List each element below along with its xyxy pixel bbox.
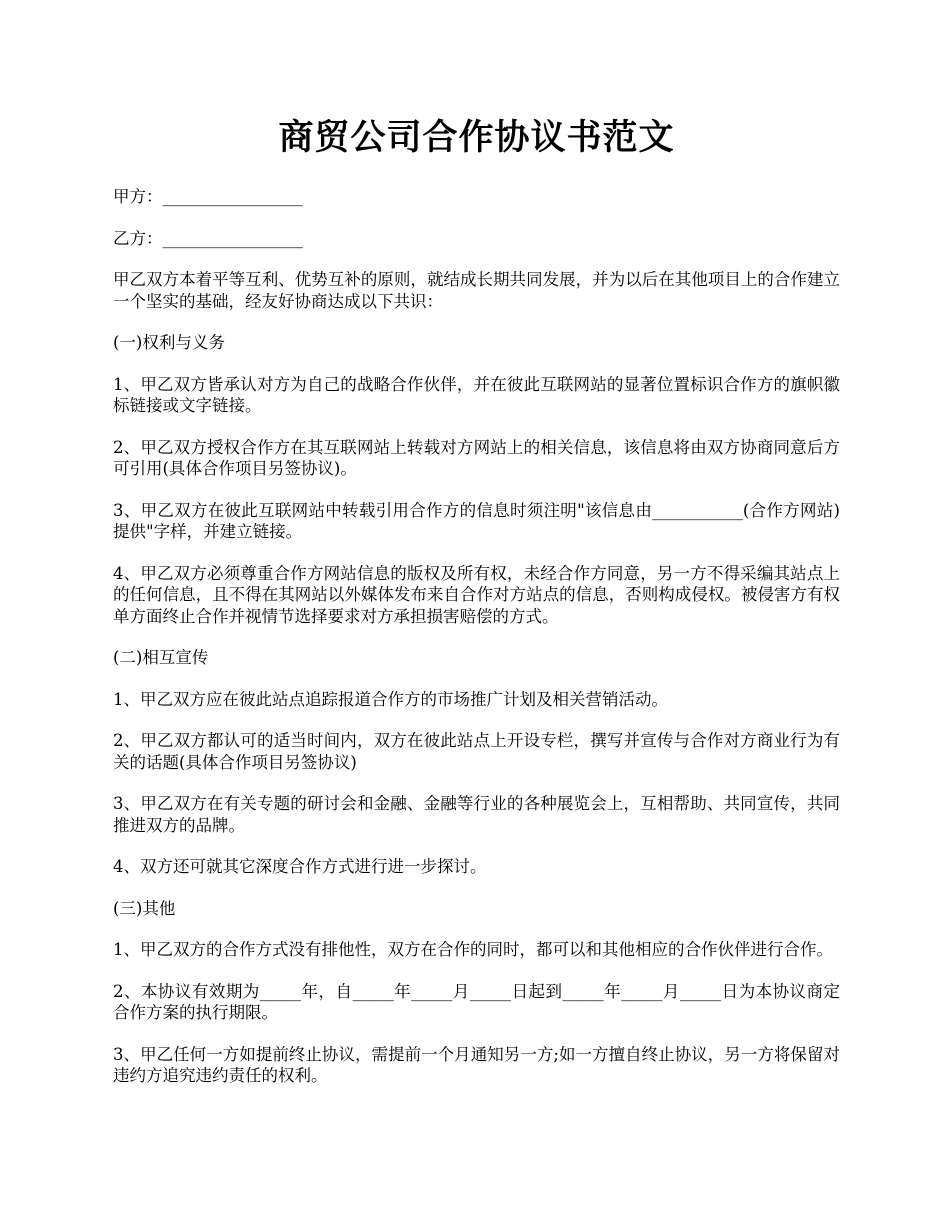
clause-paragraph: 4、甲乙双方必须尊重合作方网站信息的版权及所有权，未经合作方同意，另一方不得采编其站点上的任何信息，且不得在其网站以外媒体发布来自合作对方站点的信息，否则构成侵权。被侵害方有权单方面终止合作并视情节选择要求对方承担损害赔偿的方式。: [113, 563, 840, 626]
clause-paragraph: 2、甲乙双方都认可的适当时间内，双方在彼此站点上开设专栏，撰写并宣传与合作对方商业行为有关的话题(具体合作项目另签协议): [113, 731, 840, 772]
intro-paragraph: 甲乙双方本着平等互利、优势互补的原则，就结成长期共同发展，并为以后在其他项目上的合作建立一个坚实的基础，经友好协商达成以下共识：: [113, 270, 840, 311]
clause-paragraph: 1、甲乙双方的合作方式没有排他性，双方在合作的同时，都可以和其他相应的合作伙伴进行合作。: [113, 940, 833, 959]
clause-paragraph: 1、甲乙双方皆承认对方为自己的战略合作伙伴，并在彼此互联网站的显著位置标识合作方的旗帜徽标链接或文字链接。: [113, 374, 840, 415]
party-b-line: 乙方：_________________: [113, 228, 303, 248]
clause-paragraph: 3、甲乙双方在彼此互联网站中转载引用合作方的信息时须注明"该信息由___________(合作方网站)提供"字样，并建立链接。: [113, 500, 840, 541]
document-title: 商贸公司合作协议书范文: [278, 117, 675, 158]
document-page: [113, 112, 840, 1107]
clause-paragraph: 2、甲乙双方授权合作方在其互联网站上转载对方网站上的相关信息，该信息将由双方协商同意后方可引用(具体合作项目另签协议)。: [113, 437, 840, 478]
clause-paragraph: 3、甲乙双方在有关专题的研讨会和金融、金融等行业的各种展览会上，互相帮助、共同宣传，共同推进双方的品牌。: [113, 794, 840, 835]
section-heading-other: (三)其他: [113, 898, 176, 918]
clause-paragraph: 2、本协议有效期为_____年，自_____年_____月_____日起到_____年_____月_____日为本协议商定合作方案的执行期限。: [113, 981, 840, 1022]
party-a-line: 甲方：_________________: [113, 187, 303, 206]
clause-paragraph: 3、甲乙任何一方如提前终止协议，需提前一个月通知另一方;如一方擅自终止协议，另一方将保留对违约方追究违约责任的权利。: [113, 1044, 840, 1085]
section-heading-promotion: (二)相互宣传: [113, 648, 209, 667]
clause-paragraph: 4、双方还可就其它深度合作方式进行进一步探讨。: [113, 857, 487, 876]
section-heading-rights: (一)权利与义务: [113, 333, 225, 352]
clause-paragraph: 1、甲乙双方应在彼此站点追踪报道合作方的市场推广计划及相关营销活动。: [113, 689, 668, 709]
